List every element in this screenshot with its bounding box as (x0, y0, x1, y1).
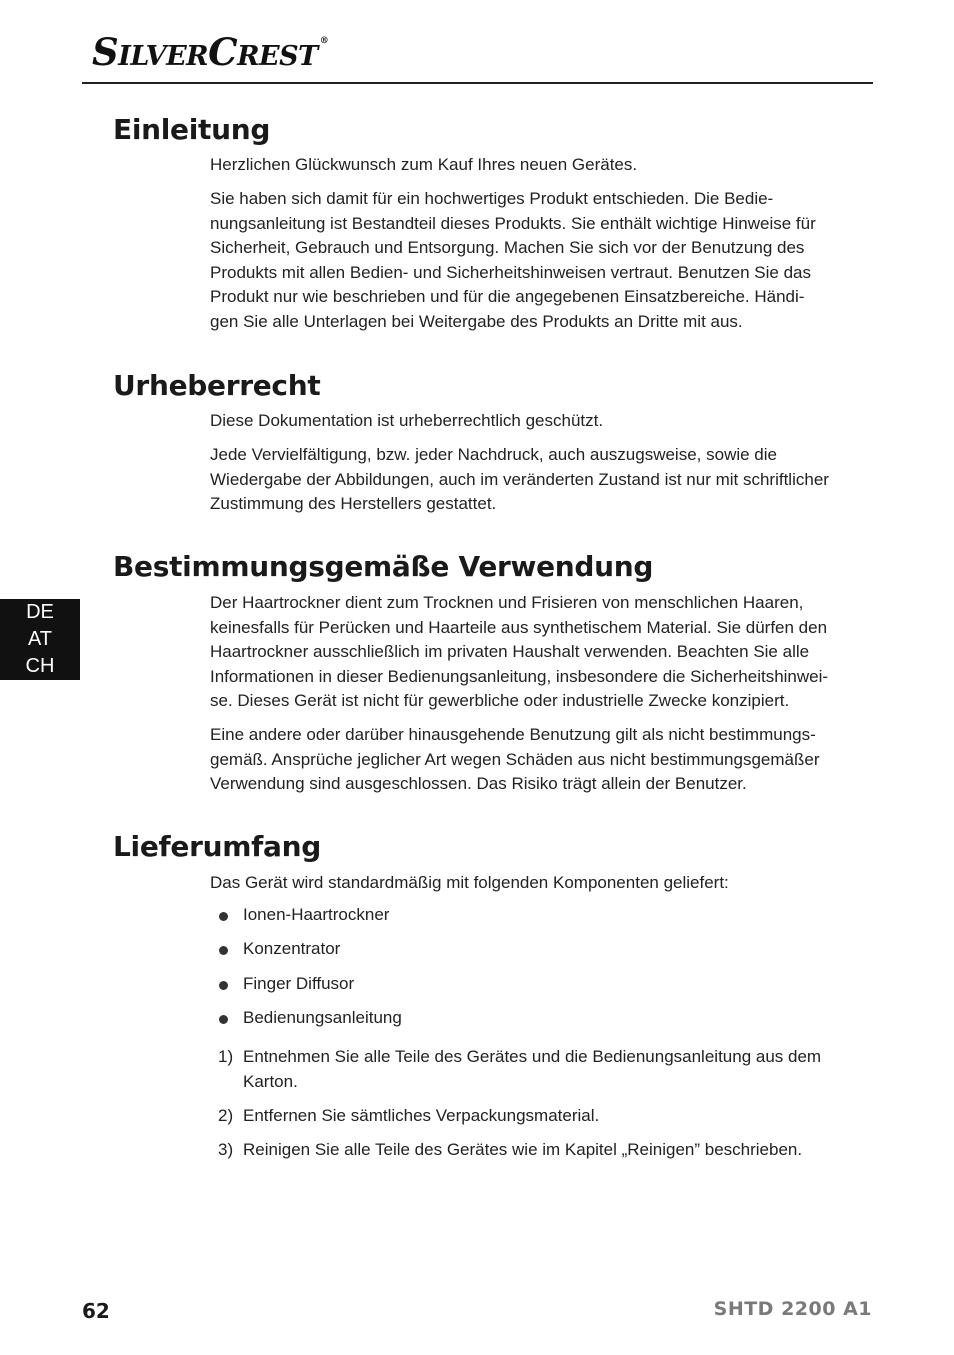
heading-einleitung: Einleitung (113, 113, 271, 146)
language-tab (0, 599, 80, 680)
heading-urheberrecht: Urheberrecht (113, 369, 321, 402)
verwendung-paragraph-1: Der Haartrockner dient zum Trocknen und Frisieren von menschlichen Haaren, keinesfalls für Perücken und Haarteile aus synthetischem Material. Sie dürfen den Haartrockner ausschließlich im privaten Haushalt verwenden. Beachten Sie alle Informationen in dieser Bedienungsanleitung, insbesondere die Sicherheitshinwei- se. Dieses Gerät ist nicht für gewerbliche oder industrielle Zwecke konzipiert. (210, 593, 829, 711)
brand-logo: SILVERCREST ® (92, 30, 329, 74)
page-number: 62 (82, 1299, 110, 1323)
bullet-dot-icon (219, 1015, 228, 1024)
einleitung-paragraph-1: Herzlichen Glückwunsch zum Kauf Ihres neuen Gerätes. (210, 155, 638, 174)
language-ch: CH (25, 655, 55, 677)
language-at: AT (27, 628, 53, 650)
heading-lieferumfang: Lieferumfang (113, 830, 321, 863)
header-rule (82, 82, 873, 84)
bullet-dot-icon (219, 912, 228, 921)
einleitung-paragraph-2: Sie haben sich damit für ein hochwertiges Produkt entschieden. Die Bedie- nungsanleitung ist Bestandteil dieses Produkts. Sie enthält wichtige Hinweise für Sicherheit, Gebrauch und Entsorgung. Machen Sie sich vor der Benutzung des Produkts mit allen Bedien- und Sicherheitshinweisen vertraut. Benutzen Sie das Produkt nur wie beschrieben und für die angegebenen Einsatzbereiche. Händi- gen Sie alle Unterlagen bei Weitergabe des Produkts an Dritte mit aus. (210, 189, 816, 331)
bullet-dot-icon (219, 981, 228, 990)
bullet-dot-icon (219, 946, 228, 955)
language-de: DE (26, 601, 54, 623)
lieferumfang-intro: Das Gerät wird standardmäßig mit folgenden Komponenten geliefert: (210, 873, 729, 892)
heading-verwendung: Bestimmungsgemäße Verwendung (113, 550, 654, 583)
urheberrecht-paragraph-1: Diese Dokumentation ist urheberrechtlich geschützt. (210, 411, 604, 430)
model-number: SHTD 2200 A1 (713, 1298, 872, 1320)
urheberrecht-paragraph-2: Jede Vervielfältigung, bzw. jeder Nachdruck, auch auszugsweise, sowie die Wiedergabe der Abbildungen, auch im veränderten Zustand ist nur mit schriftlicher Zustimmung des Herstellers gestattet. (210, 445, 829, 514)
verwendung-paragraph-2: Eine andere oder darüber hinausgehende Benutzung gilt als nicht bestimmungs- gemäß. Ansprüche jeglicher Art wegen Schäden aus nicht bestimmungsgemäßer Verwendung sind ausgeschlossen. Das Risiko trägt allein der Benutzer. (210, 725, 820, 794)
